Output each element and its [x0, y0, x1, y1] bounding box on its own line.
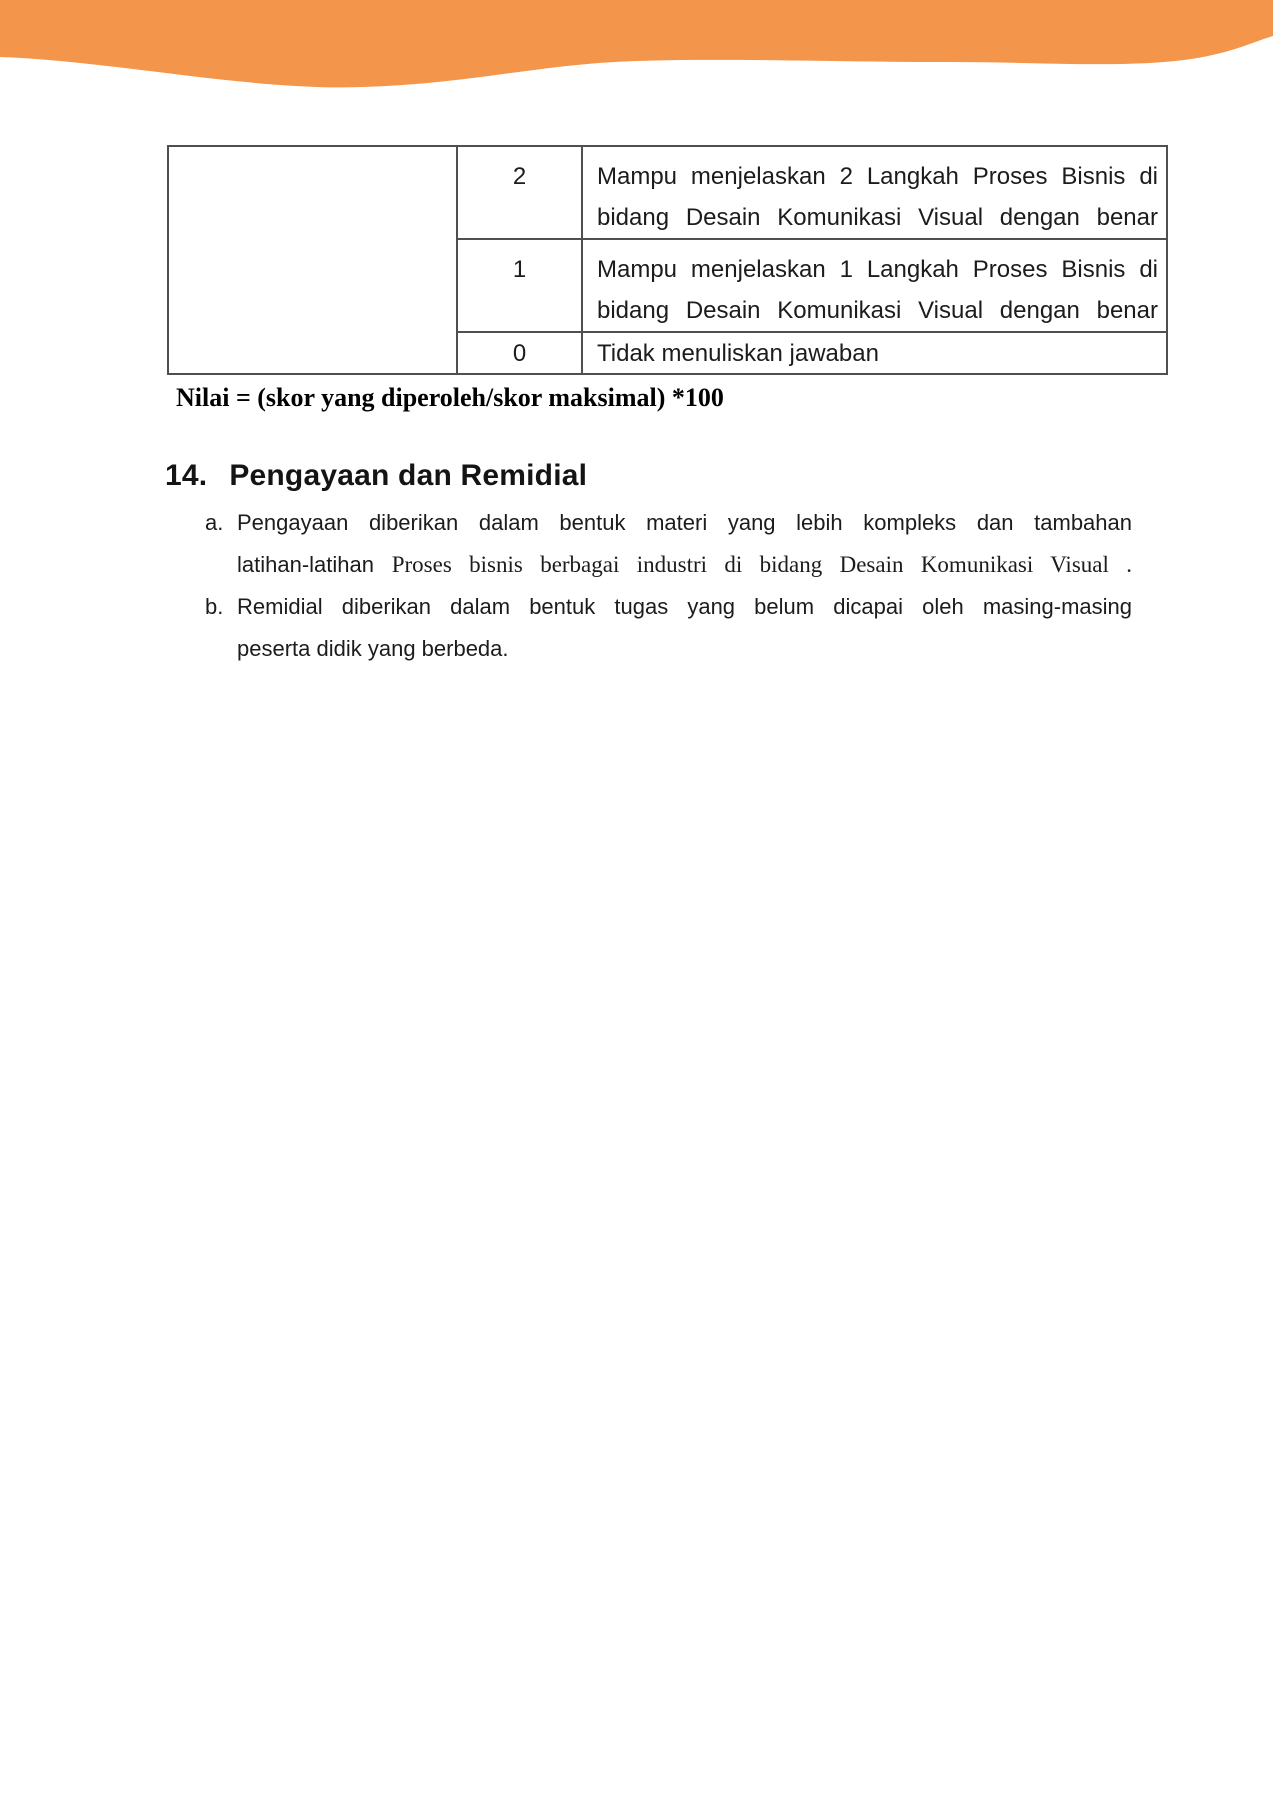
list-item-a-line2	[237, 544, 1132, 586]
score-formula-text: Nilai = (skor yang diperoleh/skor maksimal) *100	[176, 383, 724, 412]
rubric-desc-cell	[582, 332, 1167, 374]
rubric-score-cell	[457, 239, 582, 332]
section-title: Pengayaan dan Remidial	[229, 459, 588, 492]
rubric-desc-cell	[582, 239, 1167, 332]
list-item-b-label: b.	[205, 594, 224, 619]
rubric-score-cell	[457, 146, 582, 239]
list-item-a-label: a.	[205, 510, 224, 535]
table-row	[168, 146, 1167, 239]
orange-wave-svg	[0, 0, 1273, 100]
list-item-a-line2-sans: latihan-latihan	[237, 552, 374, 577]
rubric-empty-cell	[168, 146, 457, 374]
desc-line: bidang Desain Komunikasi Visual dengan benar	[597, 297, 1158, 324]
score-value: 0	[512, 340, 527, 367]
score-value: 2	[512, 163, 527, 190]
orange-wave-decoration	[0, 0, 1273, 100]
rubric-table	[167, 145, 1168, 375]
score-value: 1	[512, 256, 527, 283]
desc-line: Mampu menjelaskan 1 Langkah Proses Bisnis di	[597, 256, 1158, 283]
rubric-desc-cell	[582, 146, 1167, 239]
list-item-b-line2: peserta didik yang berbeda.	[237, 636, 509, 661]
orange-wave-path	[0, 0, 1273, 87]
desc-line: Tidak menuliskan jawaban	[597, 340, 879, 367]
section-number: 14.	[165, 459, 208, 492]
list-item-b-line1: Remidial diberikan dalam bentuk tugas yang belum dicapai oleh masing-masing	[237, 594, 1132, 619]
list-item-a-line1: Pengayaan diberikan dalam bentuk materi yang lebih kompleks dan tambahan	[237, 510, 1132, 535]
desc-line: Mampu menjelaskan 2 Langkah Proses Bisnis di	[597, 163, 1158, 190]
desc-line: bidang Desain Komunikasi Visual dengan benar	[597, 204, 1158, 231]
rubric-score-cell	[457, 332, 582, 374]
list-item-a-line2-serif: Proses bisnis berbagai industri di bidang Desain Komunikasi Visual .	[391, 552, 1132, 577]
section-heading	[165, 455, 587, 497]
